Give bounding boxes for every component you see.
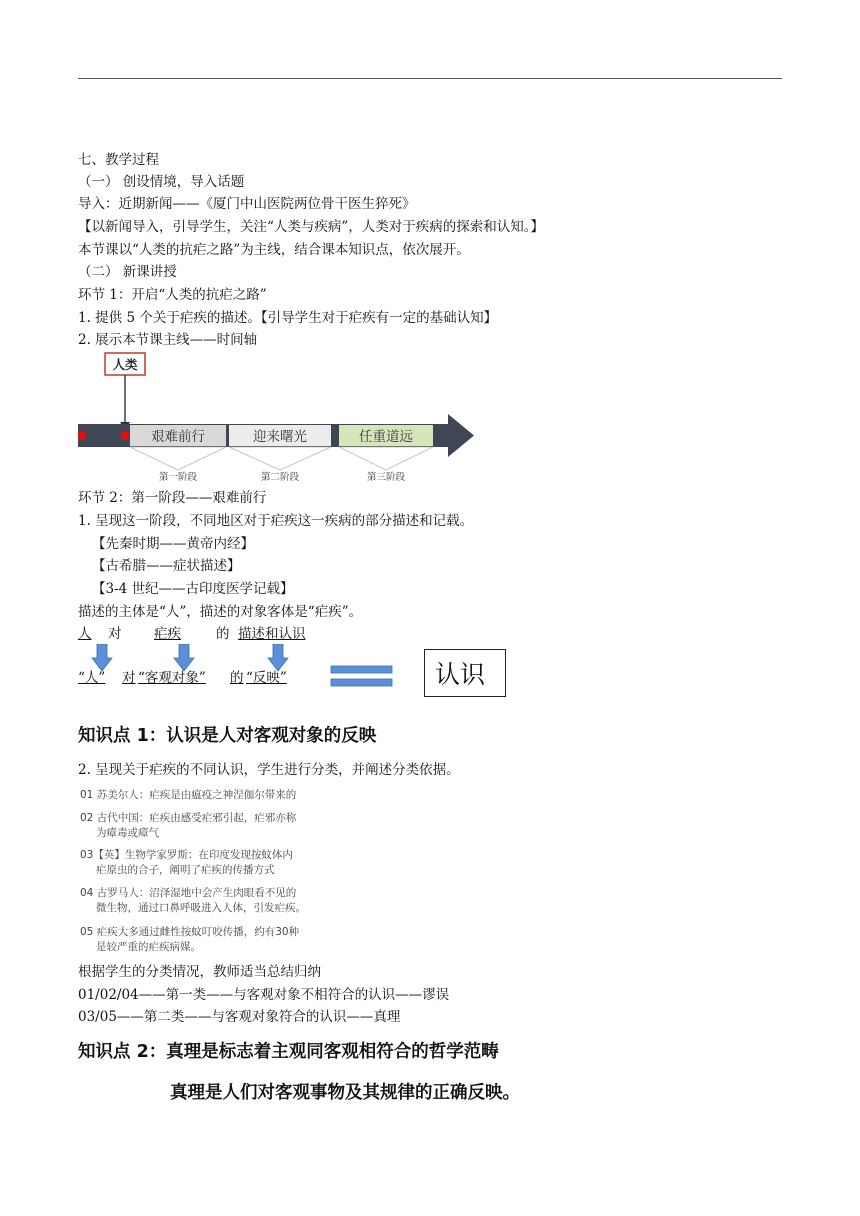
equals-sign — [330, 664, 394, 690]
view-03-line2: 疟原虫的合子，阐明了疟疾的传播方式 — [96, 864, 275, 876]
view-02 — [80, 811, 296, 841]
view-04 — [80, 886, 306, 916]
phase-1-triangle — [130, 447, 226, 470]
map-top-description: 描述和认识 — [238, 626, 306, 642]
view-01-line1: 01 苏美尔人：疟疾是由瘟疫之神涅伽尔带来的 — [80, 789, 297, 801]
ref-2: 【古希腊——症状描述】 — [92, 558, 241, 574]
map-top-of: 的 — [216, 626, 230, 642]
knowledge-point-2: 知识点 2：真理是标志着主观同客观相符合的哲学范畴 — [78, 1042, 499, 1062]
timeline-diagram — [78, 352, 478, 487]
view-02-line1: 02 古代中国：疟疾由感受疟邪引起，疟邪亦称 — [80, 812, 297, 824]
step1-item1: 1. 提供 5 个关于疟疾的描述。【引导学生对于疟疾有一定的基础认知】 — [78, 310, 498, 326]
phase-3-triangle — [339, 447, 433, 470]
phase-1-label: 第一阶段 — [158, 472, 198, 483]
truth-definition: 真理是人们对客观事物及其规律的正确反映。 — [170, 1083, 520, 1103]
part2-title: （二） 新课讲授 — [78, 264, 177, 280]
stage-2-label: 迎来曙光 — [253, 429, 307, 445]
phase-3-label: 第三阶段 — [366, 472, 406, 483]
timeline-arrowhead — [448, 414, 474, 457]
human-dot — [121, 431, 130, 440]
intro-line: 导入：近期新闻——《厦门中山医院两位骨干医生猝死》 — [78, 196, 416, 212]
map-bottom-reflection: “反映” — [246, 670, 287, 686]
ref-3: 【3-4 世纪——古印度医学记载】 — [92, 581, 294, 597]
ref-1: 【先秦时期——黄帝内经】 — [92, 536, 254, 552]
mainline-text: 本节课以“人类的抗疟之路”为主线，结合课本知识点，依次展开。 — [78, 242, 470, 258]
subject-object-line: 描述的主体是“人”，描述的对象客体是“疟疾”。 — [78, 604, 363, 620]
view-02-line2: 为瘴毒或瘴气 — [96, 827, 159, 839]
part1-title: （一） 创设情境，导入话题 — [78, 174, 245, 190]
step1-title: 环节 1：开启“人类的抗疟之路” — [78, 287, 267, 303]
step2-item2: 2. 呈现关于疟疾的不同认识，学生进行分类，并阐述分类依据。 — [78, 762, 460, 778]
map-bottom-of: 的 — [230, 670, 244, 686]
step1-item2: 2. 展示本节课主线——时间轴 — [78, 332, 258, 348]
summary-class1: 01/02/04——第一类——与客观对象不相符合的认识——谬误 — [78, 987, 450, 1003]
step2-title: 环节 2：第一阶段——艰难前行 — [78, 490, 267, 506]
summary-intro: 根据学生的分类情况，教师适当总结归纳 — [78, 964, 321, 980]
stage-3-label: 任重道远 — [359, 429, 413, 445]
view-05-line2: 是较严重的疟疾病媒。 — [96, 941, 201, 953]
view-04-line2: 微生物，通过口鼻呼吸进入人体，引发疟疾。 — [96, 902, 306, 914]
view-04-line1: 04 古罗马人：沼泽湿地中会产生肉眼看不见的 — [80, 887, 297, 899]
summary-class2: 03/05——第二类——与客观对象符合的认识——真理 — [78, 1009, 401, 1025]
map-bottom-to: 对 — [122, 670, 136, 686]
map-top-to: 对 — [108, 626, 122, 642]
knowledge-point-1: 知识点 1：认识是人对客观对象的反映 — [78, 726, 377, 746]
map-top-malaria: 疟疾 — [154, 626, 181, 642]
stage-1-label: 艰难前行 — [151, 429, 205, 445]
view-01 — [80, 788, 296, 803]
phase-2-label: 第二阶段 — [260, 472, 300, 483]
view-03 — [80, 848, 293, 878]
view-05 — [80, 925, 299, 955]
map-top-person: 人 — [78, 626, 92, 642]
step2-item1: 1. 呈现这一阶段，不同地区对于疟疾这一疾病的部分描述和记载。 — [78, 513, 474, 529]
section-heading: 七、教学过程 — [78, 152, 159, 168]
result-label: 认识 — [435, 660, 486, 689]
map-bottom-person: “人” — [78, 670, 106, 686]
map-bottom-object: “客观对象” — [138, 670, 206, 686]
header-rule — [78, 78, 782, 79]
human-label: 人类 — [112, 357, 138, 372]
result-box — [424, 649, 506, 697]
intro-note: 【以新闻导入，引导学生，关注“人类与疾病”，人类对于疾病的探索和认知。】 — [78, 219, 545, 235]
phase-2-triangle — [229, 447, 331, 470]
view-05-line1: 05 疟疾大多通过雌性按蚊叮咬传播，约有30种 — [80, 926, 300, 938]
view-03-line1: 03【英】生物学家罗斯：在印度发现按蚊体内 — [80, 849, 293, 861]
